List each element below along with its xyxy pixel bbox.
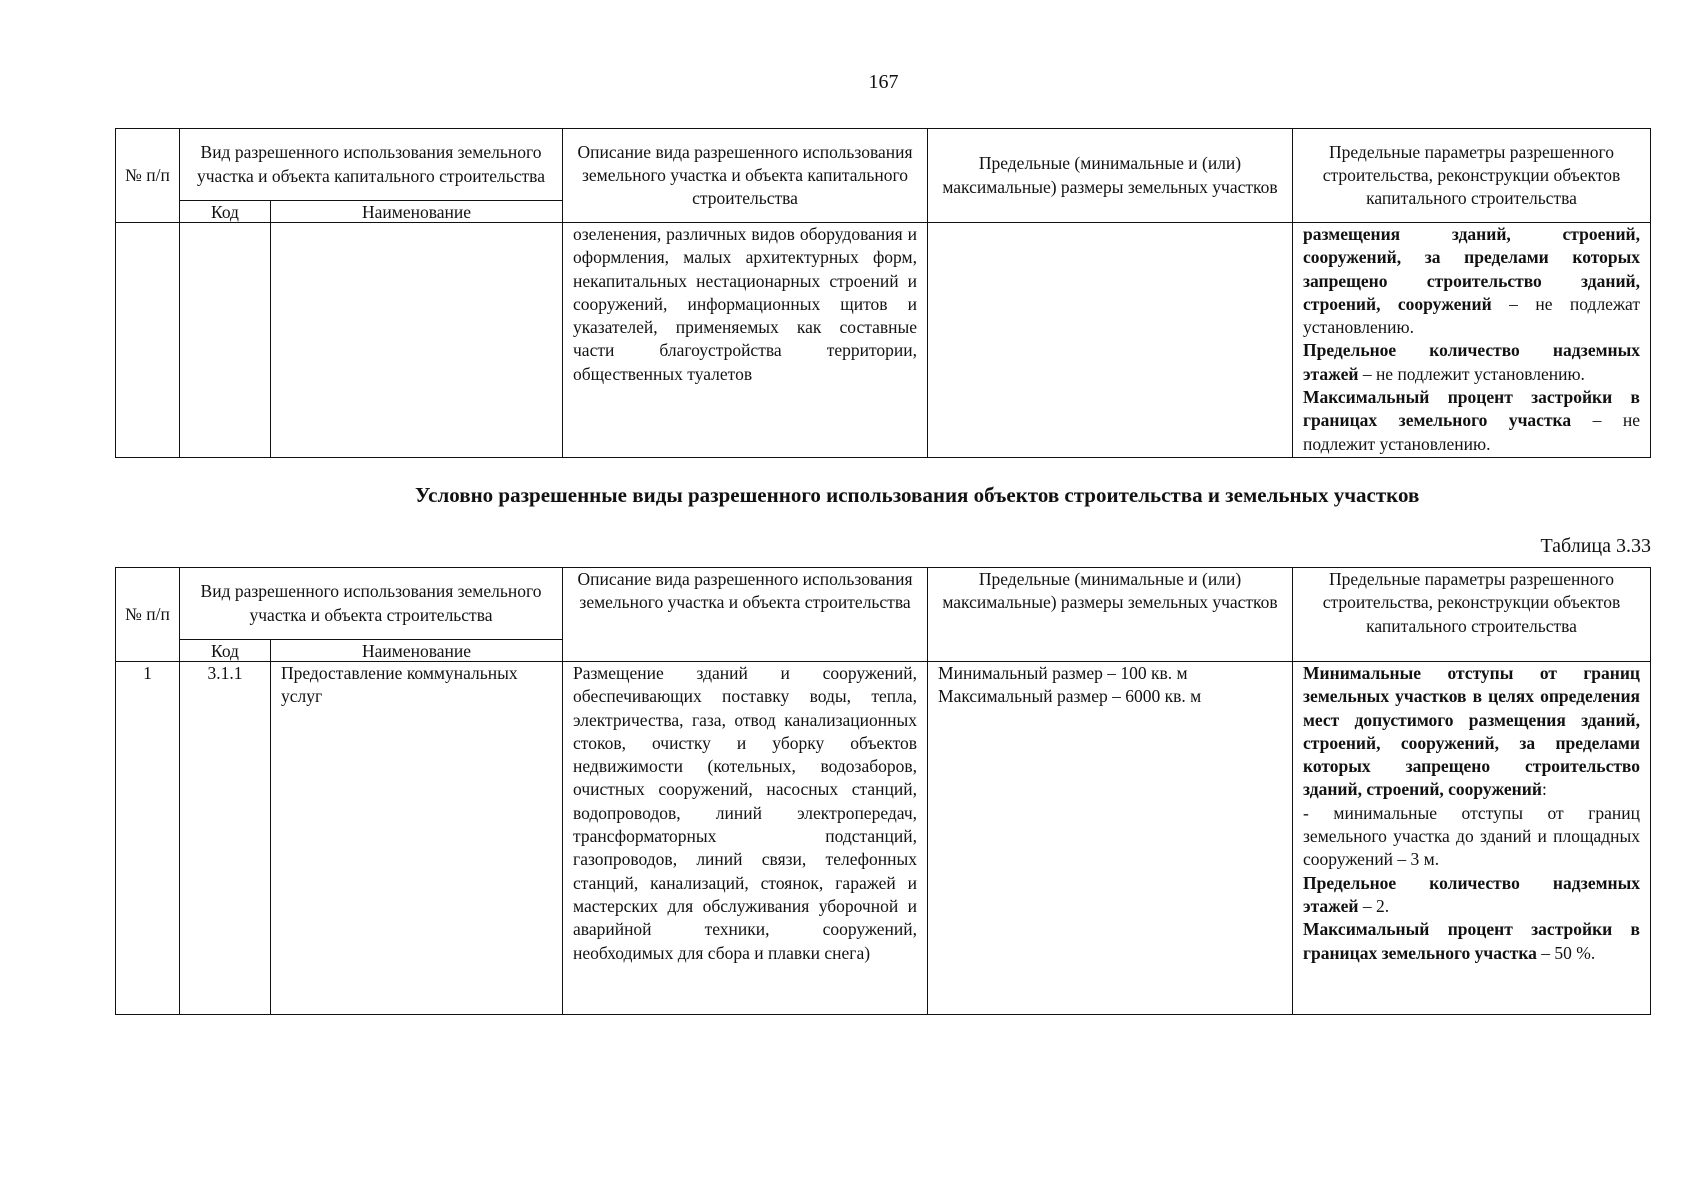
table-continued bbox=[115, 128, 1651, 458]
param-bold-3: Максимальный процент застройки в границах земельного участка bbox=[1303, 387, 1640, 431]
section-heading: Условно разрешенные виды разрешенного использования объектов строительства и земельных участков bbox=[415, 483, 1420, 507]
param-paragraph-2 bbox=[1303, 872, 1640, 919]
param-rest-2: – 2. bbox=[1358, 895, 1390, 916]
header-razm: Предельные (минимальные и (или) максимальные) размеры земельных участков bbox=[928, 568, 1293, 662]
table-3-33 bbox=[115, 567, 1651, 1015]
header-num: № п/п bbox=[116, 129, 180, 223]
param-paragraph-1 bbox=[1303, 223, 1640, 339]
param-rest-1: – не подлежат установлению. bbox=[1303, 293, 1640, 338]
cell-param bbox=[1293, 662, 1651, 1015]
param-paragraph-2 bbox=[1303, 339, 1640, 386]
param-paragraph-1 bbox=[1303, 662, 1640, 802]
cell-razm bbox=[928, 662, 1293, 1015]
header-vid: Вид разрешенного использования земельного участка и объекта капитального строительства bbox=[180, 129, 563, 201]
param-bold-2: Предельное количество надземных этажей bbox=[1303, 872, 1641, 916]
param-rest-2: – не подлежит установлению. bbox=[1358, 363, 1585, 384]
param-paragraph-3 bbox=[1303, 918, 1640, 965]
param-bold-2: Предельное количество надземных этажей bbox=[1303, 340, 1640, 384]
cell-num bbox=[116, 223, 180, 458]
param-bold-3: Максимальный процент застройки в границах земельного участка bbox=[1303, 919, 1641, 963]
table-row bbox=[116, 662, 1651, 1015]
razm-min: Минимальный размер – 100 кв. м bbox=[938, 663, 1188, 683]
razm-max: Максимальный размер – 6000 кв. м bbox=[938, 686, 1202, 707]
param-bold-1: размещения зданий, строений, сооружений, за пределами которых запрещено строительство зданий, строений, сооружений bbox=[1303, 224, 1640, 314]
param-rest-1: : bbox=[1541, 779, 1547, 800]
param-paragraph-3 bbox=[1303, 386, 1640, 456]
param-rest-3: – не подлежит установлению. bbox=[1303, 410, 1640, 454]
header-razm: Предельные (минимальные и (или) максимальные) размеры земельных участков bbox=[928, 129, 1293, 223]
header-vid: Вид разрешенного использования земельного участка и объекта строительства bbox=[180, 568, 563, 640]
cell-naim: Предоставление коммунальных услуг bbox=[271, 662, 563, 1015]
param-bold-1: Минимальные отступы от границ земельных участков в целях определения мест допустимого размещения зданий, строений, сооружений, за пределами которых запрещено строительство зданий, строений, сооружений bbox=[1303, 663, 1641, 800]
param-rest-3: – 50 %. bbox=[1536, 942, 1596, 963]
cell-opis: Размещение зданий и сооружений, обеспечивающих поставку воды, тепла, электричества, газа, отвод канализационных стоков, очистку и уборку объектов недвижимости (котельных, водозаборов, очистных сооружений, насосных станций, водопроводов, линий электропередач, трансформаторных подстанций, газопроводов, линий связи, телефонных станций, канализаций, стоянок, гаражей и мастерских для обслуживания уборочной и аварийной техники, сооружений, необходимых для сбора и плавки снега) bbox=[563, 662, 928, 1015]
header-opis: Описание вида разрешенного использования земельного участка и объекта строительства bbox=[563, 568, 928, 662]
cell-opis: озеленения, различных видов оборудования и оформления, малых архитектурных форм, некапитальных нестационарных строений и сооружений, информационных щитов и указателей, применяемых как составные части благоустройства территории, общественных туалетов bbox=[563, 223, 928, 458]
header-param: Предельные параметры разрешенного строительства, реконструкции объектов капитального строительства bbox=[1293, 568, 1651, 662]
page-number: 167 bbox=[868, 71, 899, 93]
cell-naim bbox=[271, 223, 563, 458]
cell-kod bbox=[180, 223, 271, 458]
cell-param bbox=[1293, 223, 1651, 458]
header-kod: Код bbox=[180, 640, 271, 662]
header-num: № п/п bbox=[116, 568, 180, 662]
table-label: Таблица 3.33 bbox=[1540, 535, 1651, 557]
header-kod: Код bbox=[180, 201, 271, 223]
param-list-item: - минимальные отступы от границ земельного участка до зданий и площадных сооружений – 3 м. bbox=[1303, 802, 1641, 870]
header-opis: Описание вида разрешенного использования земельного участка и объекта капитального строительства bbox=[563, 129, 928, 223]
header-naim: Наименование bbox=[271, 201, 563, 223]
table-row bbox=[116, 223, 1651, 458]
header-param: Предельные параметры разрешенного строительства, реконструкции объектов капитального строительства bbox=[1293, 129, 1651, 223]
cell-razm bbox=[928, 223, 1293, 458]
cell-kod: 3.1.1 bbox=[180, 662, 271, 1015]
cell-num: 1 bbox=[116, 662, 180, 1015]
header-naim: Наименование bbox=[271, 640, 563, 662]
